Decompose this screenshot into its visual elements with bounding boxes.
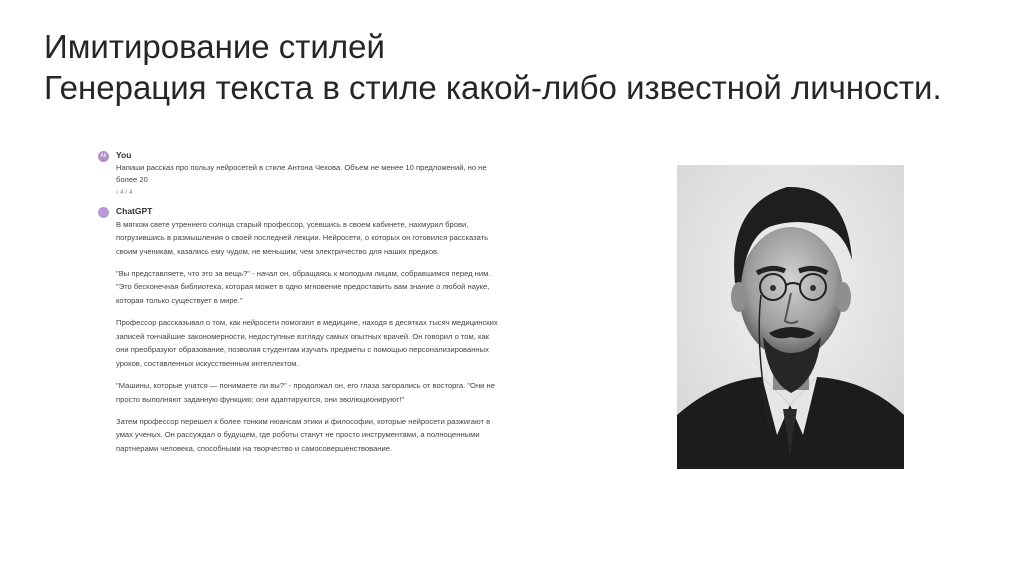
user-name: You <box>116 150 132 160</box>
assistant-paragraph: В мягком свете утреннего солнца старый профессор, усевшись в своем кабинете, нахмурил брови, погрузившись в размышления о своей последней лекции. Нейросети, о которых он готовился рассказать своим ученикам, казались ему чудом, не меньшим, чем электричество для наших предков. <box>116 219 489 256</box>
slide-title <box>44 26 1004 108</box>
assistant-message <box>98 206 498 456</box>
assistant-paragraph: "Машины, которые учатся — понимаете ли вы?" - продолжал он, его глаза загорались от восторга. "Они не просто выполняют заданную функцию; они адаптируются, они эволюционируют!" <box>116 381 495 404</box>
portrait-icon <box>677 165 904 469</box>
user-avatar-icon: АК <box>98 151 109 162</box>
assistant-paragraph: Профессор рассказывал о том, как нейросети помогают в медицине, находя в десятках тысяч медицинских записей тончайшие закономерности, недоступные взгляду самых опытных врачей. Он говорил о том, как они преобразуют образование, позволяя студентам изучать предметы с помощью персонализированных уроков, составленных искусственным интеллектом. <box>116 318 498 368</box>
user-prompt-text: Напиши рассказ про пользу нейросетей в стиле Антона Чехова. Объем не менее 10 предложений, но не более 20 <box>116 163 487 185</box>
assistant-paragraph: Затем профессор перешел к более тонким нюансам этики и философии, которые нейросети разжигают в умах ученых. Он рассуждал о будущем, где роботы станут не просто инструментами, а полноценными партнерами человека, способными на творчество и самосовершенствование. <box>116 416 491 453</box>
assistant-paragraph: "Вы представляете, что это за вещь?" - начал он, обращаясь к молодым лицам, собравшимся перед ним. "Это бесконечная библиотека, которая может в одно мгновение предоставить вам знание о любой науке, которая только существует в мире." <box>116 268 491 306</box>
message-pager[interactable]: ‹ 4 / 4 <box>116 188 133 196</box>
assistant-name: ChatGPT <box>116 205 153 216</box>
slide-title-line-2: Генерация текста в стиле какой-либо известной личности. <box>44 69 942 106</box>
slide-title-line-1: Имитирование стилей <box>44 28 385 65</box>
chatgpt-avatar-icon <box>98 207 109 218</box>
portrait-photo <box>677 165 904 469</box>
user-message <box>98 150 498 198</box>
chat-screenshot <box>98 150 498 464</box>
